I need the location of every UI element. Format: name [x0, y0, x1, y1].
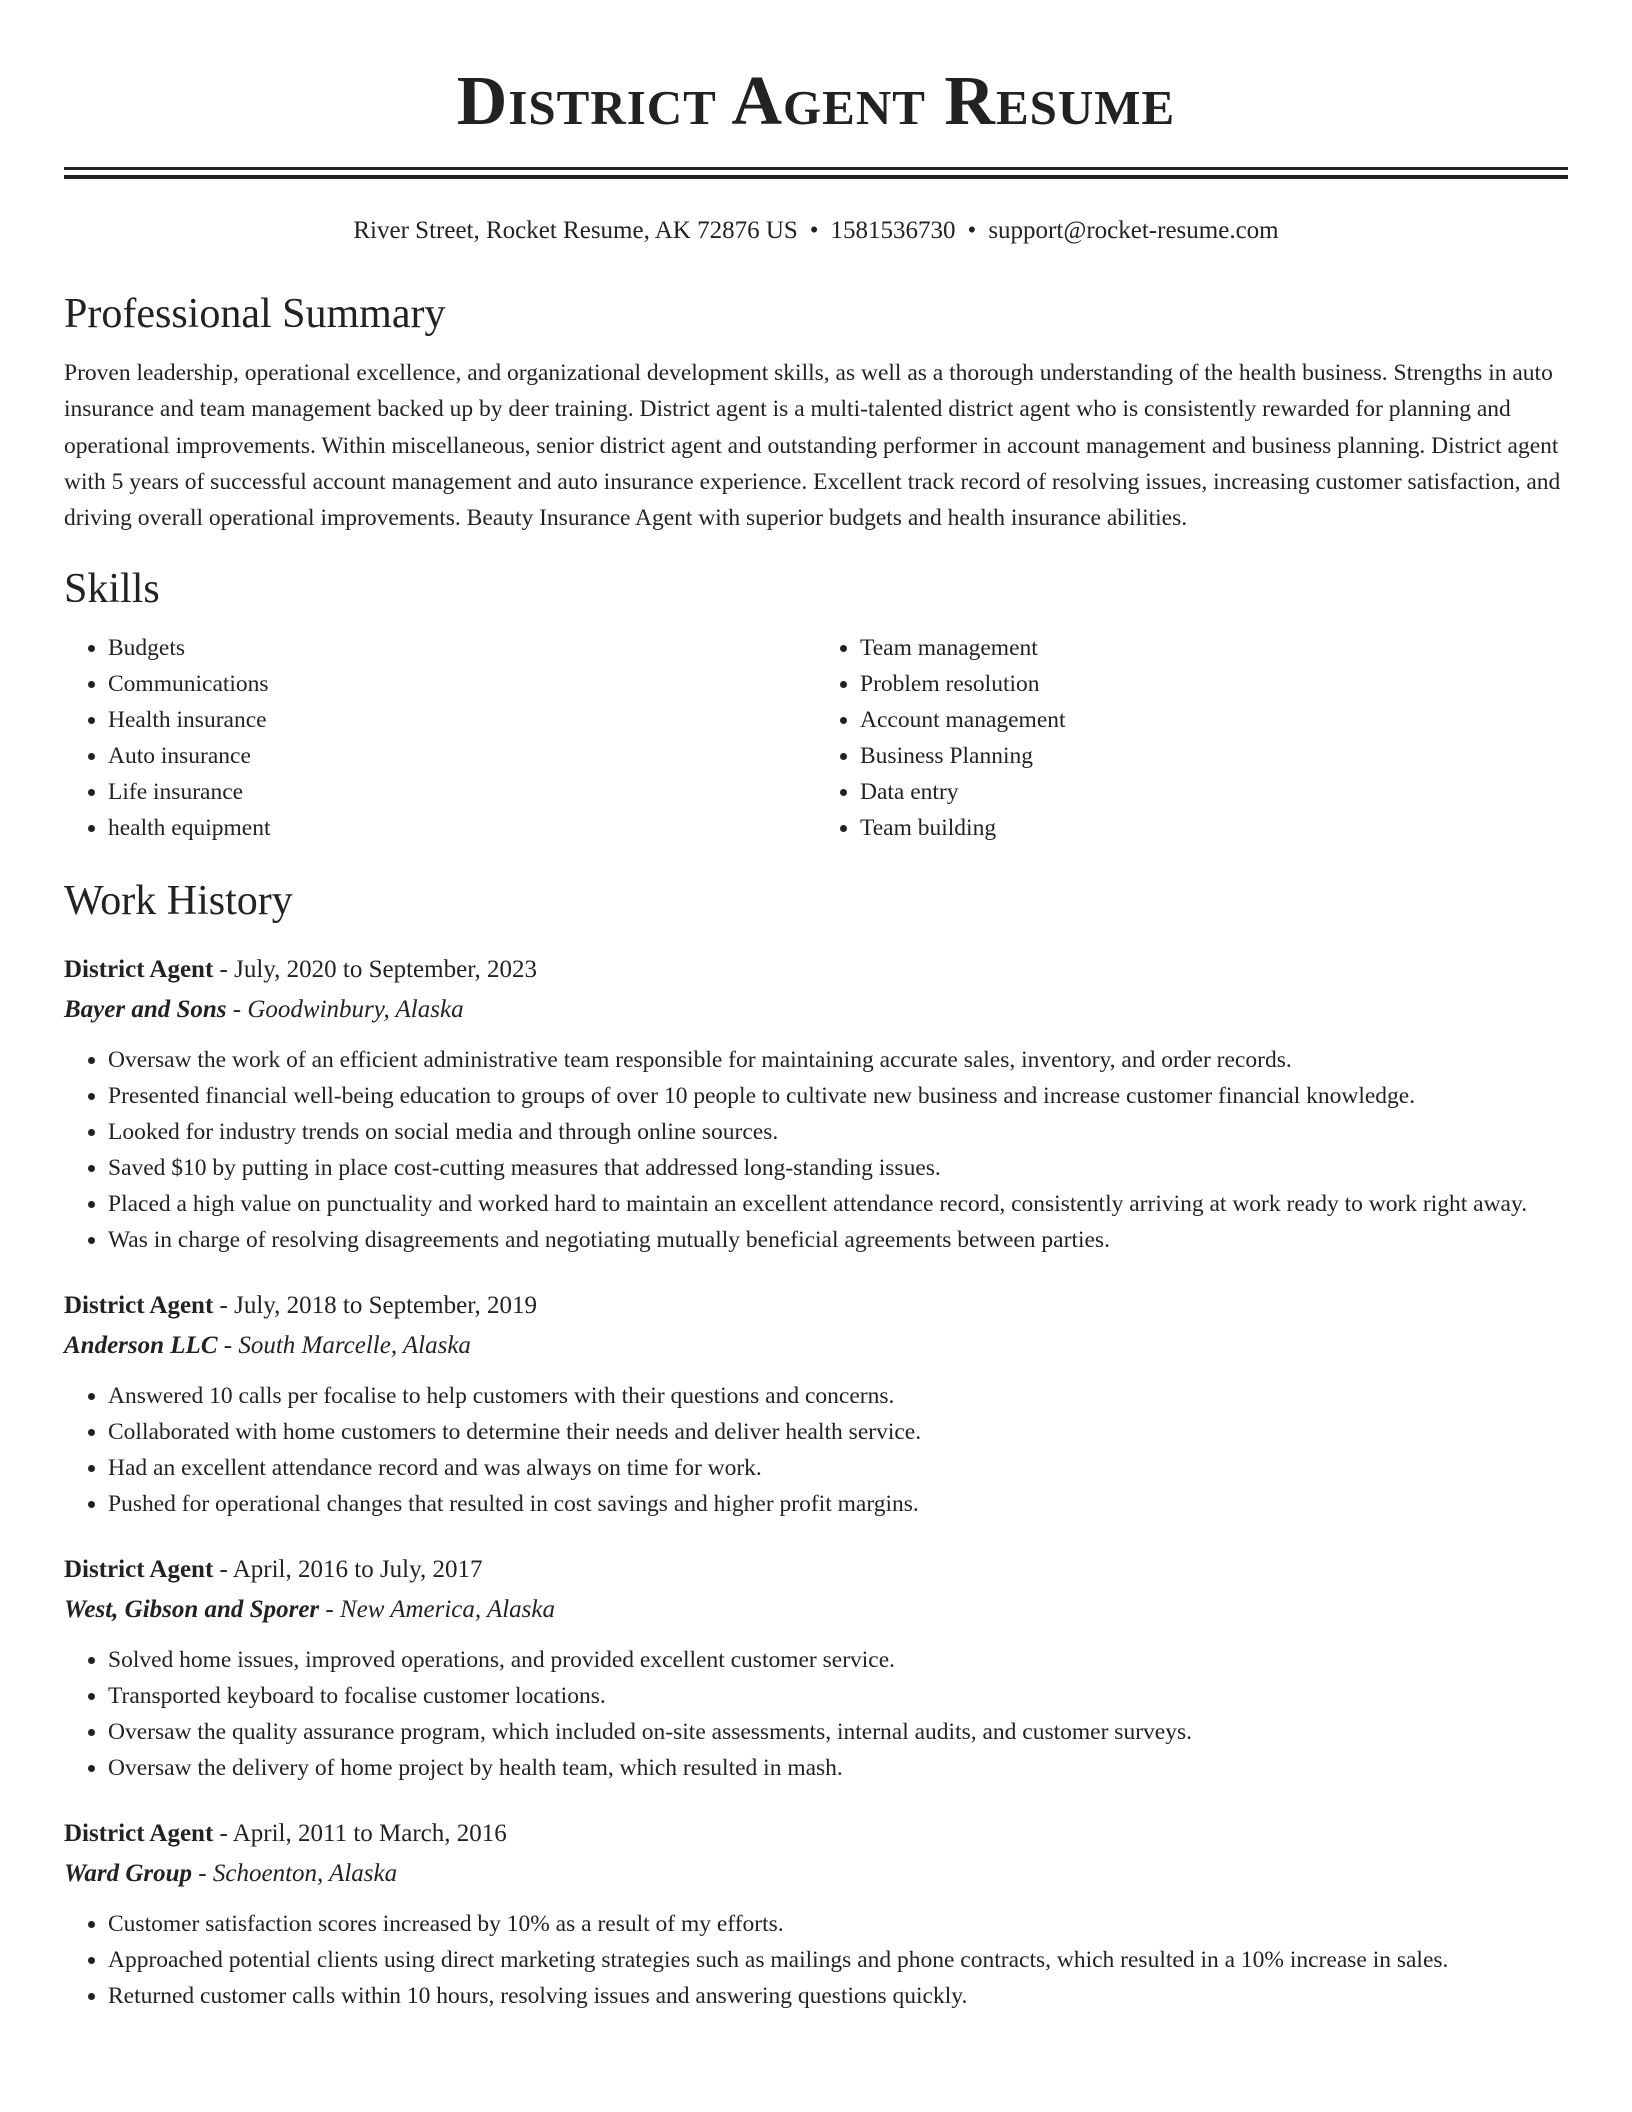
job-role: District Agent: [64, 956, 214, 984]
job-company-line: [64, 990, 1568, 1030]
skill-item: • Budgets: [108, 630, 816, 666]
job-bullet: • Collaborated with home customers to determine their needs and deliver health service.: [108, 1414, 1568, 1450]
skill-item: • Auto insurance: [108, 738, 816, 774]
skills-column-left: [64, 630, 816, 846]
job-bullet: • Oversaw the quality assurance program, which included on-site assessments, internal audits, and customer surveys.: [108, 1714, 1568, 1750]
job-title-line: [64, 950, 1568, 990]
summary-text: Proven leadership, operational excellence, and organizational development skills, as well as a thorough understanding of the health business. Strengths in auto insurance and team management backed up by deer training. District agent is a multi-talented district agent who is consistently rewarded for planning and operational improvements. Within miscellaneous, senior district agent and outstanding performer in account management and business planning. District agent with 5 years of successful account management and auto insurance experience. Excellent track record of resolving issues, increasing customer satisfaction, and driving overall operational improvements. Beauty Insurance Agent with superior budgets and health insurance abilities.: [64, 360, 1561, 532]
skill-item: • Communications: [108, 666, 816, 702]
job-bullet: • Pushed for operational changes that resulted in cost savings and higher profit margins.: [108, 1486, 1568, 1522]
job-role: District Agent: [64, 1556, 214, 1584]
job-title-line: [64, 1814, 1568, 1854]
job-bullet: • Solved home issues, improved operations, and provided excellent customer service.: [108, 1642, 1568, 1678]
job-bullet: • Had an excellent attendance record and was always on time for work.: [108, 1450, 1568, 1486]
work-history-list: [64, 950, 1568, 2014]
job-bullet: • Was in charge of resolving disagreements and negotiating mutually beneficial agreements between parties.: [108, 1222, 1568, 1258]
job-bullets: [64, 1906, 1568, 2014]
job-location: - South Marcelle, Alaska: [217, 1332, 471, 1360]
job-dates: - July, 2020 to September, 2023: [213, 956, 538, 984]
work-history-heading: Work History: [64, 878, 293, 925]
contact-email: support@rocket-resume.com: [988, 217, 1279, 244]
job-bullet: • Oversaw the work of an efficient administrative team responsible for maintaining accurate sales, inventory, and order records.: [108, 1042, 1568, 1078]
contact-line: [64, 215, 1568, 247]
skills-column-right: [816, 630, 1568, 846]
title-divider-bottom: [64, 175, 1568, 179]
job-company: Ward Group: [64, 1860, 193, 1888]
job-title-line: [64, 1550, 1568, 1590]
job-company-line: [64, 1590, 1568, 1630]
job-bullet: • Answered 10 calls per focalise to help customers with their questions and concerns.: [108, 1378, 1568, 1414]
skill-item: • Team management: [860, 630, 1568, 666]
job-dates: - April, 2016 to July, 2017: [213, 1556, 483, 1584]
job-entry: [64, 950, 1568, 1258]
job-bullet: • Placed a high value on punctuality and worked hard to maintain an excellent attendance record, consistently arriving at work ready to work right away.: [108, 1186, 1568, 1222]
job-bullets: [64, 1042, 1568, 1258]
job-bullets: [64, 1642, 1568, 1786]
job-bullet: • Transported keyboard to focalise customer locations.: [108, 1678, 1568, 1714]
contact-separator: •: [967, 217, 977, 244]
job-dates: - July, 2018 to September, 2019: [213, 1292, 538, 1320]
job-entry: [64, 1814, 1568, 2014]
job-bullet: • Presented financial well-being education to groups of over 10 people to cultivate new business and increase customer financial knowledge.: [108, 1078, 1568, 1114]
job-company-line: [64, 1326, 1568, 1366]
skill-item: • health equipment: [108, 810, 816, 846]
job-location: - Goodwinbury, Alaska: [226, 996, 464, 1024]
job-location: - New America, Alaska: [319, 1596, 555, 1624]
skill-item: • Account management: [860, 702, 1568, 738]
job-bullet: • Oversaw the delivery of home project by health team, which resulted in mash.: [108, 1750, 1568, 1786]
job-company: West, Gibson and Sporer: [64, 1596, 320, 1624]
skill-item: • Team building: [860, 810, 1568, 846]
job-company: Anderson LLC: [64, 1332, 218, 1360]
job-bullet: • Looked for industry trends on social media and through online sources.: [108, 1114, 1568, 1150]
job-bullet: • Returned customer calls within 10 hours, resolving issues and answering questions quickly.: [108, 1978, 1568, 2014]
job-entry: [64, 1550, 1568, 1786]
skills-list: [64, 630, 1568, 846]
job-bullets: [64, 1378, 1568, 1522]
skill-item: • Data entry: [860, 774, 1568, 810]
contact-address: River Street, Rocket Resume, AK 72876 US: [353, 217, 798, 244]
job-bullet: • Customer satisfaction scores increased by 10% as a result of my efforts.: [108, 1906, 1568, 1942]
job-location: - Schoenton, Alaska: [192, 1860, 398, 1888]
job-company: Bayer and Sons: [64, 996, 227, 1024]
skill-item: • Problem resolution: [860, 666, 1568, 702]
resume-title: District Agent Resume: [456, 63, 1176, 140]
title-divider-top: [64, 167, 1568, 170]
job-dates: - April, 2011 to March, 2016: [213, 1820, 507, 1848]
skill-item: • Business Planning: [860, 738, 1568, 774]
job-bullet: • Saved $10 by putting in place cost-cutting measures that addressed long-standing issues.: [108, 1150, 1568, 1186]
skill-item: • Health insurance: [108, 702, 816, 738]
job-role: District Agent: [64, 1292, 214, 1320]
job-bullet: • Approached potential clients using direct marketing strategies such as mailings and phone contracts, which resulted in a 10% increase in sales.: [108, 1942, 1568, 1978]
summary-heading: Professional Summary: [64, 291, 446, 337]
job-company-line: [64, 1854, 1568, 1894]
job-role: District Agent: [64, 1820, 214, 1848]
skill-item: • Life insurance: [108, 774, 816, 810]
skills-heading: Skills: [64, 566, 160, 613]
job-title-line: [64, 1286, 1568, 1326]
contact-phone: 1581536730: [830, 217, 956, 244]
job-entry: [64, 1286, 1568, 1522]
contact-separator: •: [809, 217, 819, 244]
